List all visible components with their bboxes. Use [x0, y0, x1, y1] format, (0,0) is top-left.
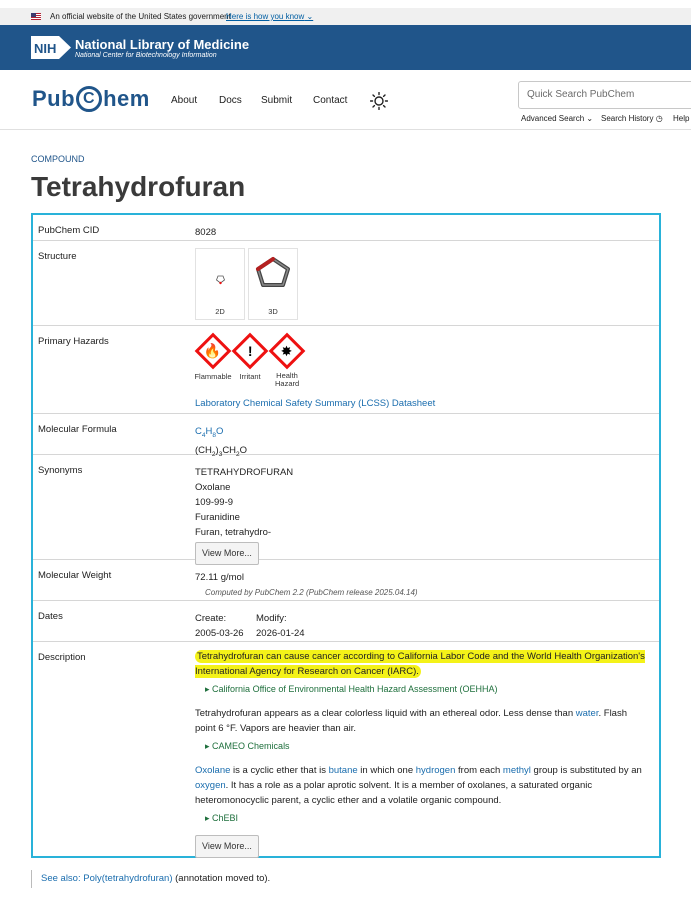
nav-contact[interactable]: Contact	[313, 95, 348, 106]
thumb-2d-label: 2D	[215, 307, 225, 316]
summary-table	[31, 213, 661, 858]
page-title: Tetrahydrofuran	[31, 171, 246, 202]
nav-about[interactable]: About	[171, 95, 198, 106]
modify-label: Modify:	[256, 613, 287, 624]
synonyms-label: Synonyms	[38, 465, 83, 476]
nih-header	[0, 25, 691, 70]
highlighted-text: Tetrahydrofuran can cause cancer according to California Labor Code and the World Health Organization's International Agency for Research on Cancer (IARC).	[195, 651, 645, 677]
see-also	[41, 873, 270, 884]
hazard-irritant[interactable]	[232, 334, 268, 381]
health-hazard-icon: ✸	[281, 342, 293, 359]
create-date	[195, 611, 265, 641]
ncbi-subtitle: National Center for Biotechnology Information	[75, 52, 217, 59]
triangle-right-icon: ▸	[205, 813, 210, 823]
modify-value: 2026-01-24	[256, 628, 305, 639]
weight-computed-note: Computed by PubChem 2.2 (PubChem release 2025.04.14)	[205, 588, 418, 597]
structure-3d-thumb[interactable]	[248, 248, 298, 320]
row-structure	[33, 241, 659, 326]
row-dates	[33, 601, 659, 642]
search-history-link[interactable]: Search History ◷	[601, 114, 663, 123]
help-link[interactable]: Help	[673, 114, 690, 123]
source-chebi-link[interactable]: ChEBI	[212, 813, 239, 823]
pubchem-header	[0, 70, 691, 130]
see-also-note: (annotation moved to).	[175, 873, 271, 884]
hazards-label: Primary Hazards	[38, 336, 109, 347]
pubchem-logo[interactable]	[32, 86, 150, 112]
poly-thf-link[interactable]: Poly(tetrahydrofuran)	[83, 873, 173, 884]
description-label: Description	[38, 652, 86, 663]
quick-search-input[interactable]: Quick Search PubChem	[518, 81, 691, 109]
compound-breadcrumb[interactable]: COMPOUND	[31, 154, 85, 164]
description-p1	[195, 649, 650, 679]
source-oehha-link[interactable]: California Office of Environmental Health Hazard Assessment (OEHHA)	[212, 684, 498, 694]
weight-number: 72.11 g/mol	[195, 572, 244, 583]
us-flag-icon	[31, 13, 41, 20]
source-oehha[interactable]	[205, 682, 650, 697]
water-link[interactable]: water	[575, 708, 599, 719]
logo-text-pub: Pub	[32, 86, 76, 111]
row-weight	[33, 560, 659, 601]
triangle-right-icon: ▸	[205, 741, 210, 751]
row-synonyms	[33, 455, 659, 560]
hazard-health-label: Health Hazard	[275, 371, 300, 388]
flame-icon: 🔥	[204, 342, 222, 359]
weight-label: Molecular Weight	[38, 570, 112, 581]
butane-link[interactable]: butane	[328, 765, 358, 776]
see-also-label: See also:	[41, 873, 81, 884]
create-label: Create:	[195, 613, 227, 624]
source-cameo[interactable]	[205, 739, 650, 754]
create-value: 2005-03-26	[195, 628, 244, 639]
synonyms-list	[195, 465, 293, 565]
oxygen-link[interactable]: oxygen	[195, 780, 226, 791]
row-hazards	[33, 326, 659, 414]
oxolane-link[interactable]: Oxolane	[195, 765, 231, 776]
modify-date	[256, 611, 305, 641]
description-view-more-button[interactable]: View More...	[195, 835, 259, 858]
formula-condensed: $(CH_2)_3CH_2O$	[195, 444, 248, 458]
molecule-2d-icon	[196, 249, 244, 305]
formula-label: Molecular Formula	[38, 424, 117, 435]
hazard-flammable[interactable]	[194, 334, 232, 381]
svg-text:NIH: NIH	[34, 41, 57, 56]
row-description	[33, 642, 659, 858]
cid-value: 8028	[195, 227, 217, 238]
weight-value	[195, 570, 418, 600]
source-chebi[interactable]	[205, 811, 650, 826]
formula-link[interactable]: $C_4H_8O$	[195, 426, 224, 439]
synonym-item: 109-99-9	[195, 497, 234, 508]
gov-banner	[0, 8, 691, 25]
synonym-item: TETRAHYDROFURAN	[195, 467, 294, 478]
advanced-search-link[interactable]: Advanced Search ⌄	[521, 114, 594, 123]
nav-docs[interactable]: Docs	[219, 95, 242, 106]
description-p2: Tetrahydrofuran appears as a clear colorless liquid with an ethereal odor. Less dense than water. Flash point 6 °F. Vapors are heavier than air.	[195, 708, 627, 734]
methyl-link[interactable]: methyl	[502, 765, 531, 776]
dates-label: Dates	[38, 611, 63, 622]
structure-label: Structure	[38, 251, 77, 262]
structure-2d-thumb[interactable]	[195, 248, 245, 320]
nlm-title[interactable]: National Library of Medicine	[75, 37, 250, 52]
synonym-item: Oxolane	[195, 482, 231, 493]
exclamation-icon: !	[247, 342, 253, 359]
logo-c-icon: C	[76, 86, 102, 112]
gov-banner-text: An official website of the United States government	[50, 12, 231, 21]
thumb-3d-label: 3D	[268, 307, 278, 316]
hydrogen-link[interactable]: hydrogen	[415, 765, 456, 776]
nav-submit[interactable]: Submit	[261, 95, 293, 106]
logo-text-hem: hem	[103, 86, 150, 111]
synonym-item: Furanidine	[195, 512, 240, 523]
chevron-down-icon: ⌄	[586, 114, 594, 123]
row-formula	[33, 414, 659, 458]
molecule-3d-icon	[249, 249, 297, 305]
row-cid	[33, 215, 659, 241]
source-cameo-link[interactable]: CAMEO Chemicals	[212, 741, 290, 751]
hazard-irritant-label: Irritant	[239, 372, 261, 381]
synonym-item: Furan, tetrahydro-	[195, 527, 272, 538]
theme-toggle-icon[interactable]	[370, 92, 388, 110]
description-body	[195, 649, 650, 858]
triangle-right-icon: ▸	[205, 684, 210, 694]
how-you-know-link[interactable]: Here is how you know ⌄	[226, 12, 314, 21]
lcss-link[interactable]: Laboratory Chemical Safety Summary (LCSS) Datasheet	[195, 398, 436, 409]
nih-logo-icon[interactable]	[31, 36, 71, 59]
clock-icon: ◷	[655, 114, 663, 123]
cid-label: PubChem CID	[38, 225, 100, 236]
hazard-health[interactable]	[269, 334, 305, 388]
description-p3: Oxolane is a cyclic ether that is butane in which one hydrogen from each methyl group is substituted by an oxygen. It has a role as a polar aprotic solvent. It is a member of oxolanes, a saturated organic heteromonocyclic parent, a cyclic ether and a volatile organic compound.	[195, 765, 642, 806]
hazard-flammable-label: Flammable	[194, 372, 232, 381]
synonyms-view-more-button[interactable]: View More...	[195, 542, 259, 565]
